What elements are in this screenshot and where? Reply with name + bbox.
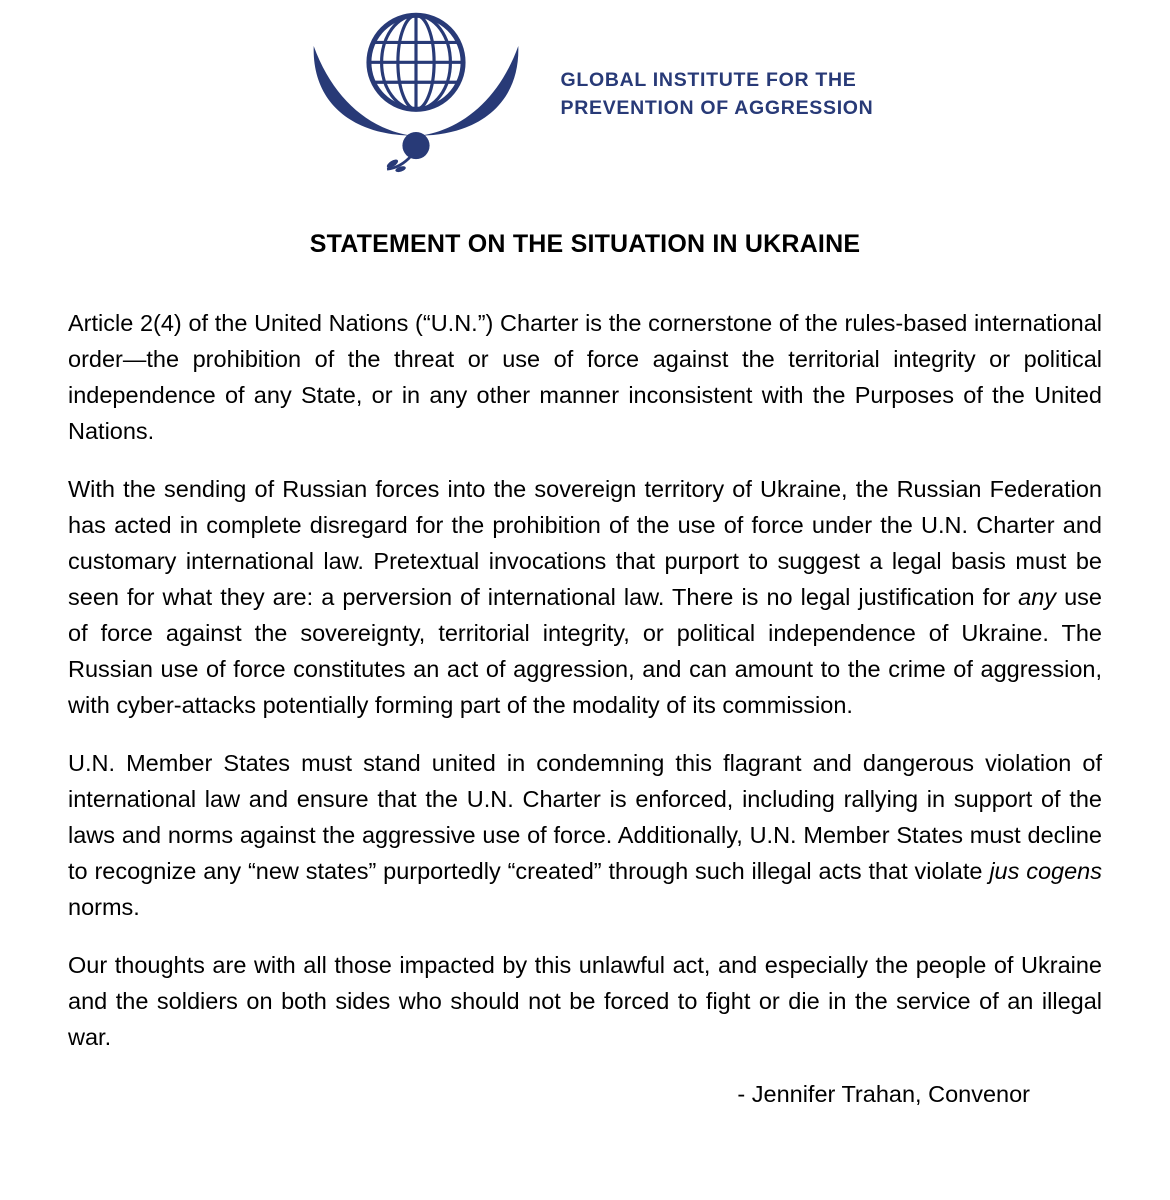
text-run: norms. [68, 894, 140, 920]
text-run: Article 2(4) of the United Nations (“U.N.”) Charter is the cornerstone of the rules-based international order—the prohibition of the threat or use of force against the territorial integrity or political independence of any State, or in any other manner inconsistent with the Purposes of the United Nations. [68, 310, 1102, 444]
statement-title: STATEMENT ON THE SITUATION IN UKRAINE [309, 230, 861, 258]
organization-name [561, 66, 874, 123]
paragraph [68, 947, 1102, 1055]
text-run: With the sending of Russian forces into the sovereign territory of Ukraine, the Russian Federation has acted in complete disregard for the prohibition of the use of force under the U.N. Charter and customary international law. Pretextual invocations that purport to suggest a legal basis must be seen for what they are: a perversion of international law. There is no legal justification for [68, 476, 1102, 610]
globe-dove-logo-icon [297, 8, 535, 180]
organization-name-line1: GLOBAL INSTITUTE FOR THE [560, 68, 857, 91]
signature-line: - Jennifer Trahan, Convenor [737, 1081, 1030, 1107]
paragraph [68, 745, 1102, 925]
paragraph [68, 471, 1102, 723]
statement-body [68, 305, 1102, 1055]
organization-logo-block [68, 8, 1102, 180]
italic-text-run: jus cogens [989, 858, 1102, 884]
organization-name-line2: PREVENTION OF AGGRESSION [560, 97, 874, 119]
text-run: U.N. Member States must stand united in condemning this flagrant and dangerous violation of international law and ensure that the U.N. Charter is enforced, including rallying in support of the laws and norms against the aggressive use of force. Additionally, U.N. Member States must decline to recognize any “new states” purportedly “created” through such illegal acts that violate [68, 750, 1102, 884]
text-run: Our thoughts are with all those impacted by this unlawful act, and especially the people of Ukraine and the soldiers on both sides who should not be forced to fight or die in the service of an illegal war. [68, 952, 1102, 1050]
text-run: use of force against the sovereignty, territorial integrity, or political independence of Ukraine. The Russian use of force constitutes an act of aggression, and can amount to the crime of aggression, with cyber-attacks potentially forming part of the modality of its commission. [68, 584, 1102, 718]
paragraph [68, 305, 1102, 449]
italic-text-run: any [1018, 584, 1057, 610]
